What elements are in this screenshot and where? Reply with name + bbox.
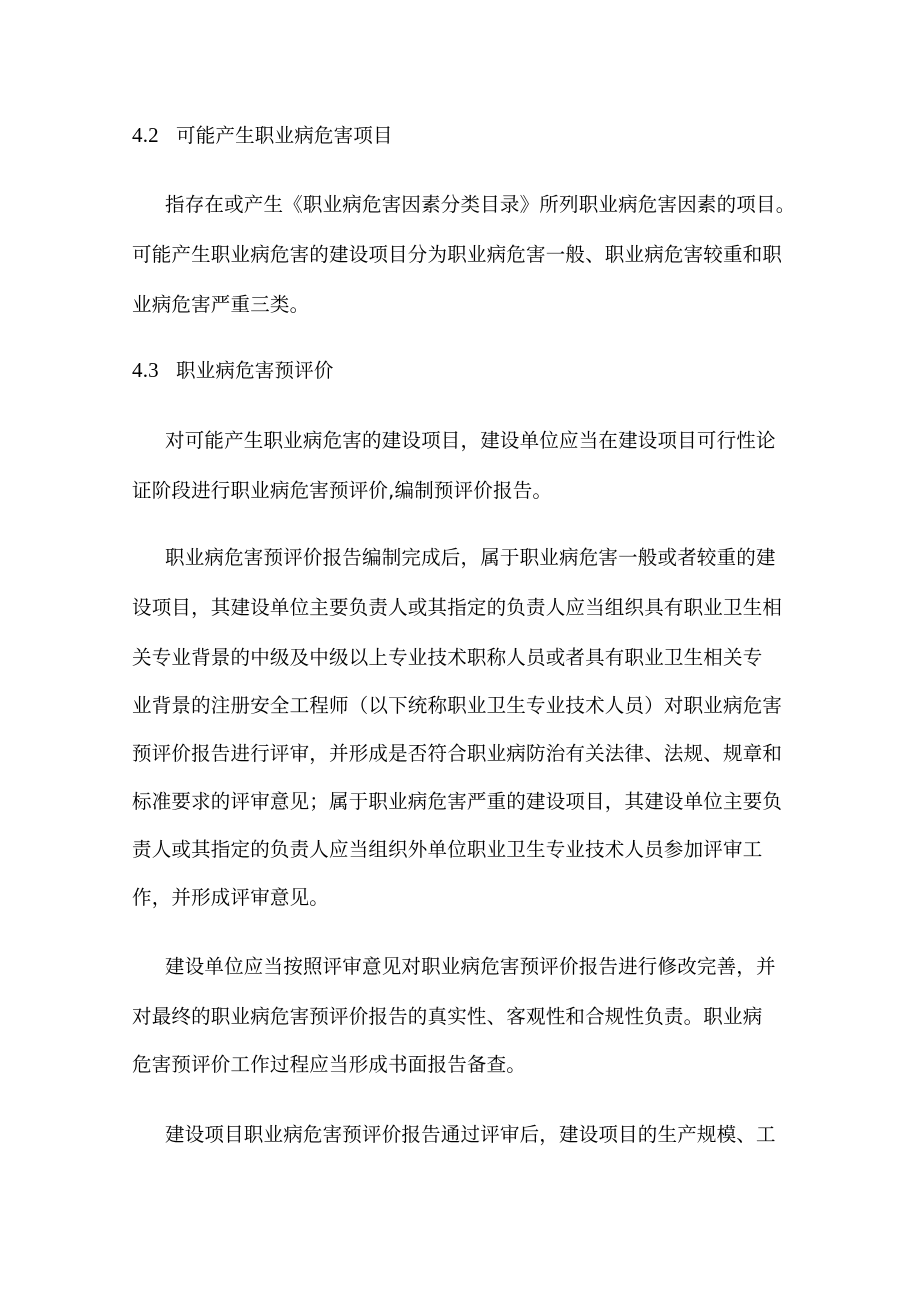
section-number: 4.3 <box>132 358 159 382</box>
section-title: 职业病危害预评价 <box>176 359 334 382</box>
paragraph-line: 责人或其指定的负责人应当组织外单位职业卫生专业技术人员参加评审工 <box>132 838 763 861</box>
paragraph-line: 对最终的职业病危害预评价报告的真实性、客观性和合规性负责。职业病 <box>132 1005 763 1028</box>
paragraph-line: 建设项目职业病危害预评价报告通过评审后，建设项目的生产规模、工 <box>165 1123 776 1146</box>
paragraph-line: 对可能产生职业病危害的建设项目，建设单位应当在建设项目可行性论 <box>165 429 776 452</box>
section-heading-4-3 <box>132 358 334 383</box>
section-number: 4.2 <box>132 123 159 147</box>
paragraph-line: 证阶段进行职业病危害预评价,编制预评价报告。 <box>132 479 553 502</box>
paragraph-line: 业病危害严重三类。 <box>132 293 310 316</box>
section-title: 可能产生职业病危害项目 <box>176 124 393 147</box>
paragraph-line: 职业病危害预评价报告编制完成后，属于职业病危害一般或者较重的建 <box>165 546 776 569</box>
paragraph-line: 作，并形成评审意见。 <box>132 886 330 909</box>
paragraph-line: 标准要求的评审意见；属于职业病危害严重的建设项目，其建设单位主要负 <box>132 790 783 813</box>
paragraph-line: 危害预评价工作过程应当形成书面报告备查。 <box>132 1053 527 1076</box>
paragraph-line: 指存在或产生《职业病危害因素分类目录》所列职业病危害因素的项目。 <box>165 193 796 216</box>
paragraph-line: 业背景的注册安全工程师（以下统称职业卫生专业技术人员）对职业病危害 <box>132 694 783 717</box>
paragraph-line: 预评价报告进行评审，并形成是否符合职业病防治有关法律、法规、规章和 <box>132 742 783 765</box>
paragraph-line: 可能产生职业病危害的建设项目分为职业病危害一般、职业病危害较重和职 <box>132 243 783 266</box>
paragraph-line: 建设单位应当按照评审意见对职业病危害预评价报告进行修改完善，并 <box>165 955 776 978</box>
section-heading-4-2 <box>132 123 393 148</box>
paragraph-line: 关专业背景的中级及中级以上专业技术职称人员或者具有职业卫生相关专 <box>132 646 763 669</box>
paragraph-line: 设项目，其建设单位主要负责人或其指定的负责人应当组织具有职业卫生相 <box>132 596 783 619</box>
